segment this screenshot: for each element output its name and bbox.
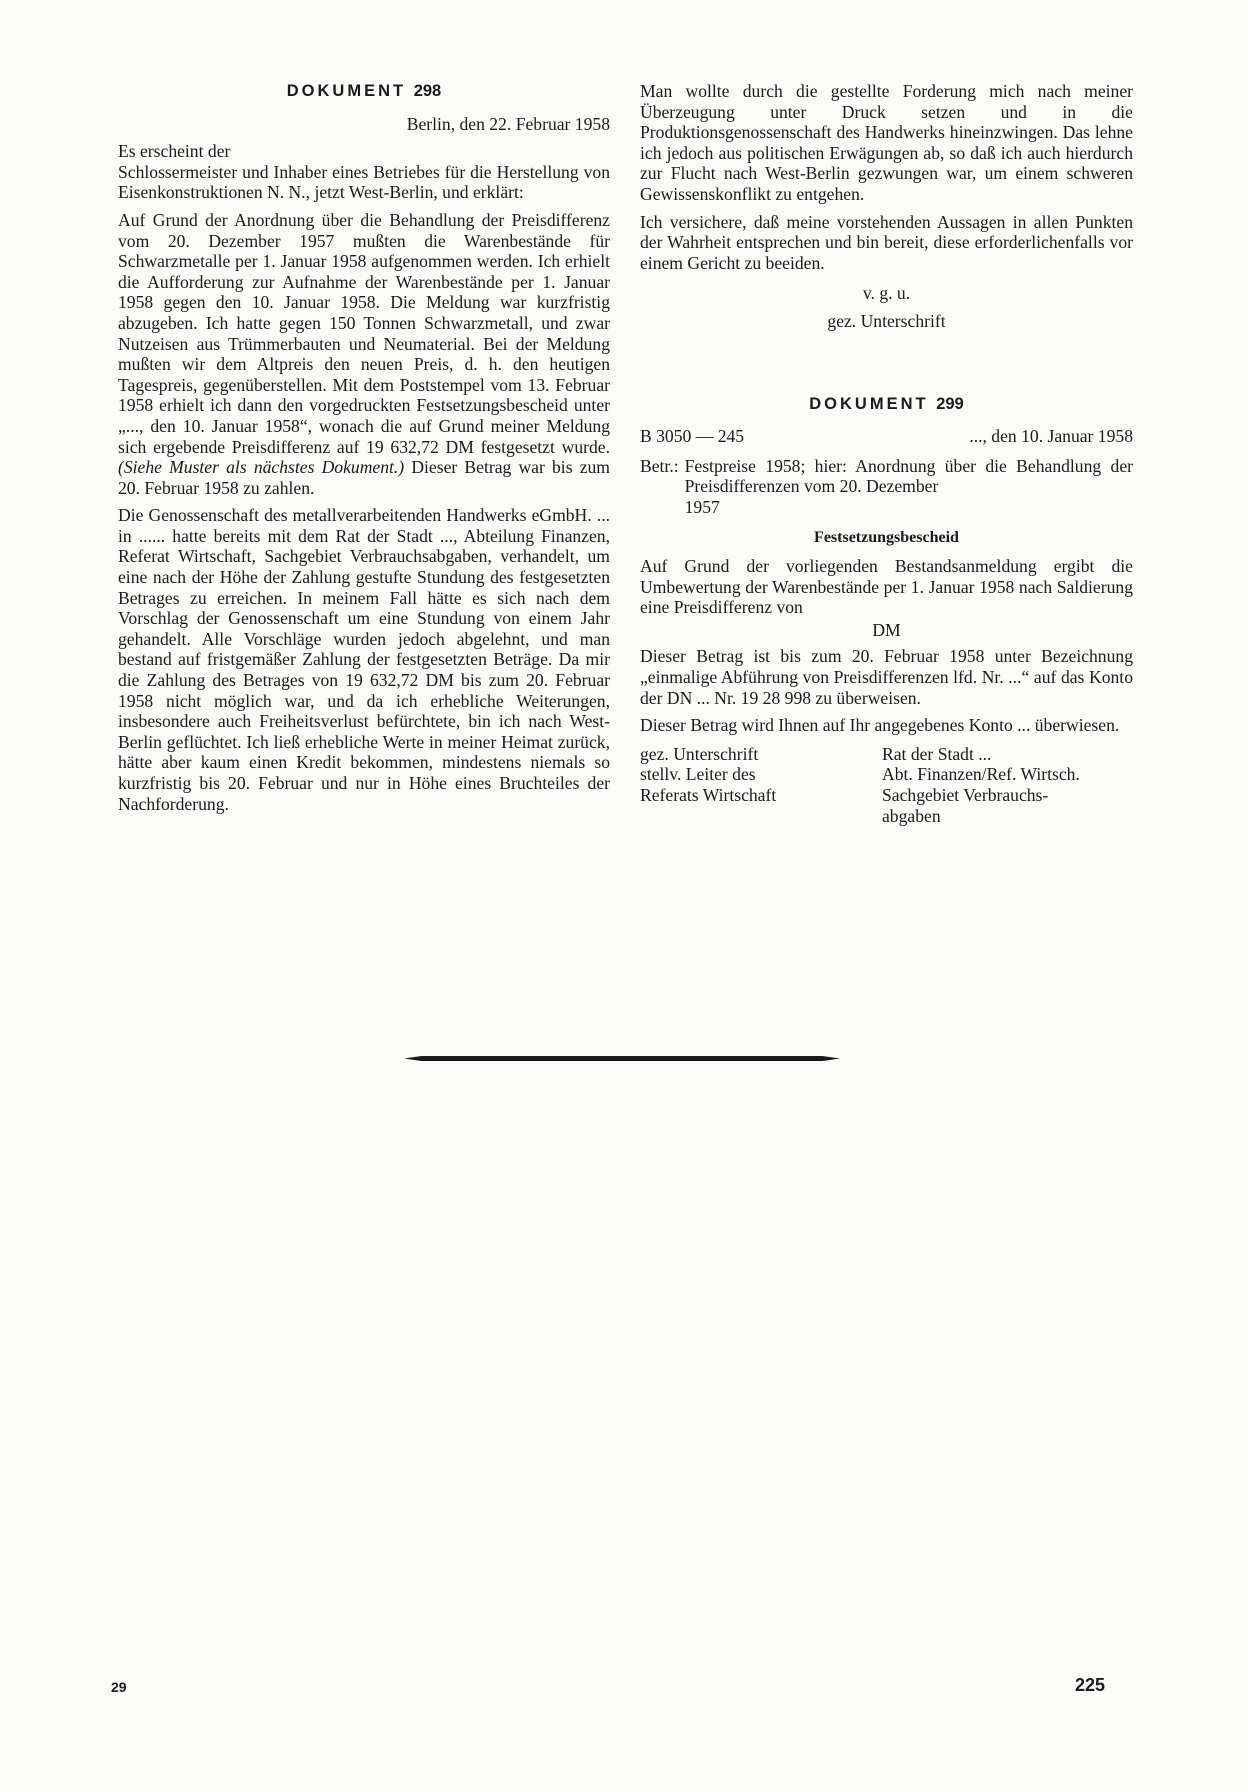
subject-label: Betr.: [640, 455, 679, 476]
statement-paragraph-1 [118, 210, 610, 498]
reference-note: (Siehe Muster als nächstes Dokument.) [118, 457, 405, 478]
document-299-title [640, 394, 1133, 415]
currency-line: DM [872, 619, 901, 640]
subject-text [685, 456, 1133, 518]
notice-paragraph-1: Auf Grund der vorliegenden Bestandsanmeldung ergibt die Umbewertung der Warenbestände per 1. Januar 1958 nach Saldierung eine Preisdifferenz von [640, 556, 1133, 618]
page-number: 225 [1075, 1675, 1106, 1695]
notice-heading: Festsetzungsbescheid [814, 528, 959, 546]
notice-paragraph-3: Dieser Betrag wird Ihnen auf Ihr angegebenes Konto ... überwiesen. [640, 715, 1120, 736]
intro-line: Es erscheint der [118, 141, 231, 162]
left-column [118, 81, 610, 821]
document-date: ..., den 10. Januar 1958 [969, 426, 1133, 447]
section-divider [404, 1056, 840, 1061]
signature-left: gez. Unterschrift stellv. Leiter des Referats Wirtschaft [640, 743, 777, 806]
signature-right: Rat der Stadt ... Abt. Finanzen/Ref. Wirtsch. Sachgebiet Verbrauchs- abgaben [882, 743, 1080, 826]
subject-body: Festpreise 1958; hier: Anordnung über die Behandlung der Preisdifferenzen vom 20. Dezember [684, 455, 1133, 497]
subject-line [640, 456, 1133, 518]
signature-mark: 29 [111, 1679, 127, 1695]
vgu-line: v. g. u. [862, 283, 911, 304]
paragraph-text: Auf Grund der Anordnung über die Behandlung der Preisdifferenz vom 20. Dezember 1957 mußten die Warenbestände für Schwarzmetalle per 1. Januar 1958 aufgenommen werden. Ich erhielt die Aufforderung zur Aufnahme der Warenbestände per 1. Januar 1958 gegen den 10. Januar 1958. Die Meldung war kurzfristig abzugeben. Ich hatte gegen 150 Tonnen Schwarzmetall, und zwar Nutzeisen aus Trümmerbauten und Neumaterial. Bei der Meldung mußten wir dem Altpreis den neuen Preis, d. h. den heutigen Tagespreis, gegenüberstellen. Mit dem Poststempel vom 13. Februar 1958 erhielt ich dann den vorgedruckten Festsetzungsbescheid unter „..., den 10. Januar 1958“, wonach die auf Grund meiner Meldung sich ergebende Preisdifferenz auf 19 632,72 DM festgesetzt wurde. [118, 209, 610, 457]
statement-paragraph-2: Die Genossenschaft des metallverarbeitenden Handwerks eGmbH. ... in ...... hatte bereits mit dem Rat der Stadt ..., Abteilung Finanzen, Referat Wirtschaft, Sachgebiet Verbrauchsabgaben, verhandelt, um eine nach der Höhe der Zahlung gestufte Stundung des festgesetzten Betrages zu erreichen. In meinem Fall hätte es sich nach dem Vorschlag der Genossenschaft um eine Stundung von einem Jahr gehandelt. Alle Vorschläge wurden jedoch abgelehnt, und man bestand auf fristgemäßer Zahlung der festgesetzten Beträge. Da mir die Zahlung des Betrages von 19 632,72 DM bis zum 20. Februar 1958 nicht möglich war, und da ich erhebliche Weiterungen, insbesondere auch Freiheitsverlust befürchtete, bin ich nach West-Berlin geflüchtet. Ich ließ erhebliche Werte in meiner Heimat zurück, hätte aber kaum einen Kredit bekommen, mindestens niemals so kurzfristig bis 20. Februar und nur in Höhe eines Bruchteiles der Nachforderung. [118, 505, 610, 814]
statement-paragraph-3: Man wollte durch die gestellte Forderung mich nach meiner Überzeugung unter Druck setzen und in die Produktionsgenossenschaft des Handwerks hineinzwingen. Das lehne ich jedoch aus politischen Erwägungen ab, so daß ich auch hierdurch zur Flucht nach West-Berlin gezwungen war, um einem schweren Gewissenskonflikt zu entgehen. [640, 81, 1133, 204]
reference-row [640, 426, 1133, 447]
notice-paragraph-2: Dieser Betrag ist bis zum 20. Februar 1958 unter Bezeichnung „einmalige Abführung von Preisdifferenzen lfd. Nr. ...“ auf das Konto der DN ... Nr. 19 28 998 zu überweisen. [640, 646, 1133, 708]
subject-year: 1957 [684, 496, 720, 517]
title-word: DOKUMENT [286, 82, 407, 100]
document-298-title [118, 81, 610, 102]
title-number: 298 [413, 82, 442, 100]
statement-paragraph-4: Ich versichere, daß meine vorstehenden Aussagen in allen Punkten der Wahrheit entsprechen und bin bereit, diese erforderlichenfalls vor einem Gericht zu beeiden. [640, 211, 1133, 273]
signature-block [640, 744, 1133, 826]
dateline: Berlin, den 22. Februar 1958 [406, 113, 610, 134]
right-column [640, 81, 1133, 826]
title-number: 299 [936, 394, 964, 413]
reference-number: B 3050 — 245 [640, 426, 745, 447]
declarant-description: Schlossermeister und Inhaber eines Betriebes für die Herstellung von Eisenkonstruktionen N. N., jetzt West-Berlin, und erklärt: [118, 161, 610, 203]
paragraph-text-end: Dieser Betrag war bis zum 20. Februar 1958 zu zahlen. [118, 457, 610, 498]
signature-298: gez. Unterschrift [827, 310, 946, 331]
title-word: DOKUMENT [809, 394, 929, 413]
